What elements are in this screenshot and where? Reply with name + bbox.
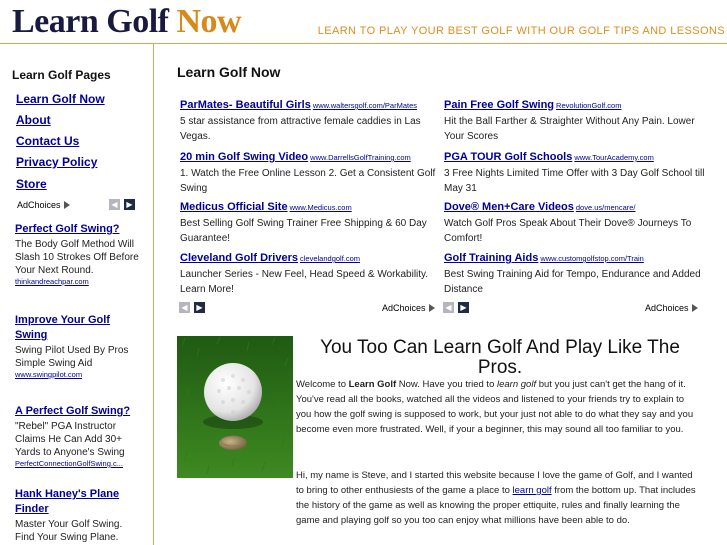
main-ad-title[interactable]: Pain Free Golf Swing [444, 99, 555, 111]
main-ad-title[interactable]: Medicus Official Site [180, 201, 288, 213]
main-ad-title[interactable]: 20 min Golf Swing Video [180, 151, 309, 163]
main-adchoices-left[interactable] [382, 303, 435, 313]
sidebar-ad-title[interactable]: Improve Your Golf Swing [15, 314, 110, 341]
main-ad [444, 250, 714, 297]
main-ad-text: 3 Free Nights Limited Time Offer with 3 Day Golf School till May 31 [444, 168, 705, 194]
adchoices-triangle-icon [64, 201, 70, 209]
main-ad-url[interactable]: dove.us/mencare/ [575, 203, 636, 212]
adchoices-label: AdChoices [382, 303, 426, 313]
sidebar [0, 44, 154, 545]
ad-prev-button[interactable] [109, 199, 120, 210]
sidebar-ad-title[interactable]: A Perfect Golf Swing? [15, 405, 131, 417]
main-ad-url[interactable]: RevolutionGolf.com [556, 101, 622, 110]
main-ad-title[interactable]: Golf Training Aids [444, 252, 539, 264]
sidebar-ad [15, 222, 143, 286]
article-title: You Too Can Learn Golf And Play Like The Pros. [320, 337, 680, 378]
sidebar-ad-title[interactable]: Hank Haney's Plane Finder [15, 488, 120, 515]
sidebar-ad [15, 404, 143, 468]
sidebar-ad [15, 313, 143, 379]
main-ad-title[interactable]: Dove® Men+Care Videos [444, 201, 574, 213]
site-logo[interactable] [12, 2, 241, 42]
text-bold: Learn Golf [348, 379, 397, 390]
sidebar-ad-url[interactable]: www.swingpilot.com [15, 370, 83, 379]
main-ad-text: Hit the Ball Farther & Straighter Without Any Pain. Lower Your Scores [444, 116, 695, 142]
golf-ball-image [177, 336, 293, 478]
main-ad-url[interactable]: www.TourAcademy.com [574, 153, 654, 162]
adchoices-label: AdChoices [645, 303, 689, 313]
ad-next-button[interactable] [194, 302, 205, 313]
text: Now. Have you tried to [396, 379, 497, 390]
main-ad [444, 149, 714, 196]
sidebar-title: Learn Golf Pages [12, 68, 111, 82]
main-ad-url[interactable]: www.customgolfstop.com/Train [540, 254, 644, 263]
main-ad-text: Watch Golf Pros Speak About Their Dove® Journeys To Comfort! [444, 218, 692, 244]
arrow-left-icon: ◀ [445, 303, 452, 312]
sidebar-ad [15, 487, 143, 544]
adchoices-triangle-icon [692, 304, 698, 312]
text-italic: learn golf [497, 379, 537, 390]
page-title: Learn Golf Now [177, 64, 281, 80]
text: Hi, my name is Steve, and I started this website because I love the game of Golf, and I wanted to bring to other enthusiests of the game a place to [296, 470, 693, 496]
main-ad-url[interactable]: www.Medicus.com [289, 203, 352, 212]
sidebar-ad-text: Master Your Golf Swing. Find Your Swing Plane. [15, 519, 123, 543]
arrow-left-icon: ◀ [111, 200, 118, 209]
ad-prev-button[interactable] [179, 302, 190, 313]
main-ad-text: 1. Watch the Free Online Lesson 2. Get a Consistent Golf Swing [180, 168, 436, 194]
sidebar-ad-text: "Rebel" PGA Instructor Claims He Can Add 30+ Yards to Anyone's Swing [15, 421, 125, 458]
adchoices-label: AdChoices [17, 200, 61, 210]
site-tagline: LEARN TO PLAY YOUR BEST GOLF WITH OUR GOLF TIPS AND LESSONS [317, 25, 725, 37]
sidebar-ad-url[interactable]: PerfectConnectionGolfSwing.c... [15, 459, 123, 468]
main-ad-url[interactable]: www.DarrellsGolfTraining.com [310, 153, 411, 162]
ad-prev-button[interactable] [443, 302, 454, 313]
sidebar-ad-text: Swing Pilot Used By Pros Simple Swing Aid [15, 345, 129, 369]
arrow-right-icon: ▶ [196, 303, 203, 312]
logo-text-part2: Now [176, 3, 242, 40]
main-ad-text: Launcher Series - New Feel, Head Speed & Workability. Learn More! [180, 269, 429, 295]
main-ad [180, 199, 448, 246]
main-ad [180, 97, 448, 144]
sidebar-item-contact-us[interactable]: Contact Us [16, 134, 80, 148]
sidebar-item-learn-golf-now[interactable]: Learn Golf Now [16, 92, 105, 106]
main-ad [444, 97, 714, 144]
site-header [0, 0, 727, 44]
arrow-left-icon: ◀ [181, 303, 188, 312]
sidebar-item-privacy-policy[interactable]: Privacy Policy [16, 155, 98, 169]
main-ad-text: Best Swing Training Aid for Tempo, Endurance and Added Distance [444, 269, 701, 295]
sidebar-ad-title[interactable]: Perfect Golf Swing? [15, 223, 120, 235]
sidebar-ad-url[interactable]: thinkandreachpar.com [15, 277, 89, 286]
learn-golf-link[interactable]: learn golf [512, 485, 552, 496]
adchoices-triangle-icon [429, 304, 435, 312]
sidebar-item-store[interactable]: Store [16, 177, 47, 191]
main-ad-url[interactable]: www.waltersgolf.com/ParMates [312, 101, 418, 110]
sidebar-ad-text: The Body Golf Method Will Slash 10 Strokes Off Before Your Next Round. [15, 239, 139, 276]
ad-next-button[interactable] [124, 199, 135, 210]
arrow-right-icon: ▶ [460, 303, 467, 312]
text: from the bottom up. That includes the history of the game as well as knowing the proper ettiquite, rules and finally learning the game and playing golf so you too can enjoy what millions have been able to do. [296, 485, 696, 526]
main-ad-url[interactable]: clevelandgolf.com [300, 254, 361, 263]
main-adchoices-right[interactable] [645, 303, 698, 313]
sidebar-item-about[interactable]: About [16, 113, 51, 127]
text: Welcome to [296, 379, 349, 390]
article-paragraph-2 [296, 468, 701, 528]
main-ad-text: Best Selling Golf Swing Trainer Free Shipping & 60 Day Guarantee! [180, 218, 427, 244]
logo-text-part1: Learn Golf [12, 3, 169, 40]
ad-next-button[interactable] [458, 302, 469, 313]
main-ad-title[interactable]: PGA TOUR Golf Schools [444, 151, 573, 163]
sidebar-adchoices[interactable] [17, 200, 70, 210]
main-ad-title[interactable]: ParMates- Beautiful Girls [180, 99, 311, 111]
article-paragraph-1 [296, 377, 701, 437]
main-ad-text: 5 star assistance from attractive female caddies in Las Vegas. [180, 116, 421, 142]
arrow-right-icon: ▶ [126, 200, 133, 209]
main-ad [444, 199, 714, 246]
main-ad [180, 250, 448, 297]
text: but you just can't get the hang of it. You've read all the books, watched all the videos and listened to your friends try to explain to you how the golf swing is supposed to work, but your just not able to do what they say and you become even more frustrated. Well, if your a beginner, this may sound all too familiar to you. [296, 379, 694, 435]
main-ad-title[interactable]: Cleveland Golf Drivers [180, 252, 298, 264]
main-ad [180, 149, 448, 196]
